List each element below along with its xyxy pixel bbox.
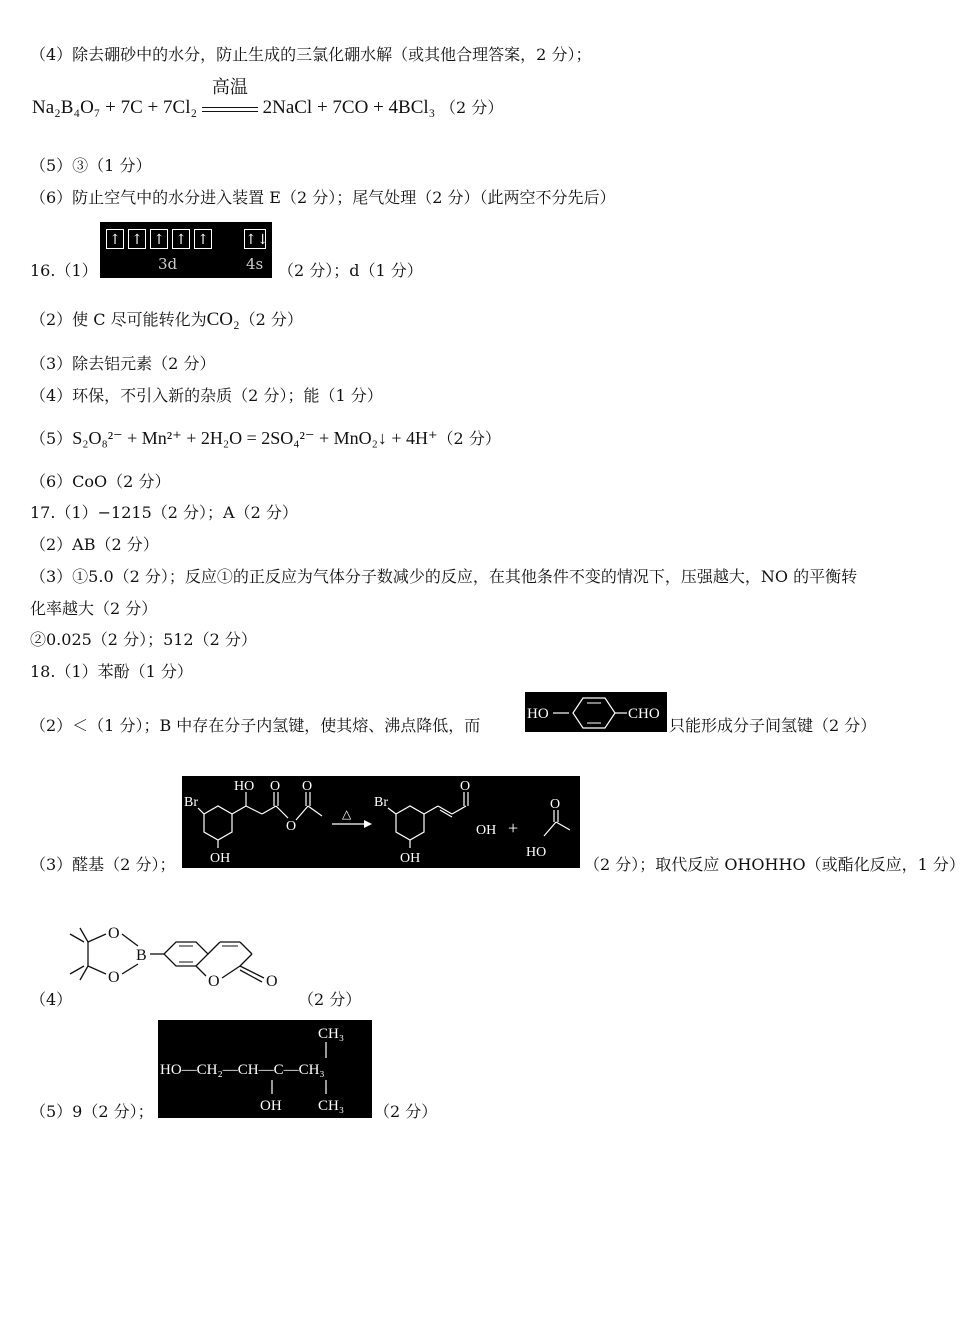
rxn-left-ho: HO <box>234 779 255 794</box>
answer-16-4: （4）环保，不引入新的杂质（2 分）；能（1 分） <box>30 386 383 405</box>
up-arrow-icon: ↑ <box>172 229 190 249</box>
cou-o1: O <box>208 973 220 990</box>
svg-text:CHO: CHO <box>628 706 660 722</box>
answer-16-5 <box>30 428 501 449</box>
answer-15-6: （6）防止空气中的水分进入装置 E（2 分）；尾气处理（2 分）（此两空不分先后） <box>30 188 616 207</box>
answer-18-2-tail: 只能形成分子间氢键（2 分） <box>669 716 877 735</box>
rxn-left-oh: OH <box>210 851 231 866</box>
alc-ch3-top: CH₃ <box>318 1026 345 1042</box>
up-arrow-icon: ↑ <box>194 229 212 249</box>
equation-left: Na₂B₄O₇ + 7C + 7Cl₂ <box>32 97 198 118</box>
condition-label: 高温 <box>211 77 248 98</box>
answer-18-2-text: （2）＜（1 分）；B 中存在分子内氢键，使其熔、沸点降低，而 <box>30 716 481 735</box>
answer-17-2: （2）AB（2 分） <box>30 535 159 554</box>
pin-b: B <box>136 947 147 964</box>
pin-o1: O <box>108 925 120 942</box>
alcohol-structure <box>158 1020 372 1118</box>
pin-o2: O <box>108 969 120 986</box>
answer-16-5-score: （2 分） <box>437 429 501 448</box>
orbital-3d-label: 3d <box>158 255 178 273</box>
rxn-left-o1: O <box>270 779 281 794</box>
rxn-acid-ho: HO <box>526 845 547 860</box>
equation-condition <box>202 77 258 112</box>
equation-persulfate: S₂O₈²⁻ + Mn²⁺ + 2H₂O = 2SO₄²⁻ + MnO₂↓ + 4H⁺ <box>72 428 438 448</box>
co2-formula: CO₂ <box>206 309 240 330</box>
reaction-scheme <box>182 776 580 868</box>
answer-15-5: （5）③（1 分） <box>30 156 152 175</box>
answer-18-5-score: （2 分） <box>374 1102 438 1121</box>
rxn-left-o2: O <box>286 819 297 834</box>
orbital-4s-box <box>244 229 270 249</box>
answer-16-1-prefix: 16.（1） <box>30 261 98 280</box>
svg-text:HO: HO <box>527 706 549 722</box>
rxn-right-oh2: OH <box>400 851 421 866</box>
pinacol-boronate-coumarin-structure <box>66 920 300 1002</box>
answer-18-5-label: （5）9（2 分）； <box>30 1102 154 1121</box>
reaction-svg <box>182 776 580 868</box>
orbital-diagram <box>100 222 272 278</box>
up-down-arrow-icon: ↑↓ <box>244 229 266 249</box>
rxn-right-oh1: OH <box>476 823 497 838</box>
hydroxybenzaldehyde-structure <box>525 692 667 732</box>
answer-17-1: 17.（1）−1215（2 分）；A（2 分） <box>30 503 298 522</box>
up-arrow-icon: ↑ <box>128 229 146 249</box>
alc-ch3-bot: CH₃ <box>318 1098 345 1114</box>
orbital-4s-label: 4s <box>246 255 264 273</box>
rxn-plus: + <box>508 818 519 838</box>
answer-18-3-label: （3）醛基（2 分）； <box>30 855 176 874</box>
answer-18-4-score: （2 分） <box>298 990 362 1009</box>
answer-18-4-label: （4） <box>30 990 73 1009</box>
rxn-acid-o: O <box>550 797 561 812</box>
rxn-left-br: Br <box>184 795 198 810</box>
alc-main-chain: HO—CH₂—CH—C—CH₃ <box>160 1062 325 1078</box>
answer-16-2-score: （2 分） <box>239 310 303 329</box>
answer-16-2 <box>30 310 303 330</box>
answer-15-4-text: （4）除去硼砂中的水分，防止生成的三氯化硼水解（或其他合理答案，2 分）； <box>30 45 592 64</box>
rxn-left-o3: O <box>302 779 313 794</box>
orbital-3d-boxes <box>106 229 216 249</box>
answer-16-3: （3）除去铝元素（2 分） <box>30 354 216 373</box>
answer-16-1-suffix: （2 分）；d（1 分） <box>278 261 423 280</box>
alcohol-svg <box>158 1020 372 1118</box>
rxn-right-o: O <box>460 779 471 794</box>
equation-borax <box>32 77 504 118</box>
answer-16-5-label: （5） <box>30 429 73 448</box>
cou-o2: O <box>266 973 278 990</box>
answer-17-3: （3）①5.0（2 分）；反应①的正反应为气体分子数减少的反应，在其他条件不变的情况下，压强越大，NO 的平衡转化率越大（2 分） <box>30 567 858 618</box>
hydroxybenzaldehyde-svg <box>525 692 667 732</box>
rxn-arrow-label: △ <box>342 807 352 821</box>
rxn-right-br: Br <box>374 795 388 810</box>
answer-18-3-tail: （2 分）；取代反应 OHOHHO（或酯化反应，1 分） <box>584 855 965 874</box>
answer-17-3b: ②0.025（2 分）；512（2 分） <box>30 630 257 649</box>
answer-16-2-text: （2）使 C 尽可能转化为 <box>30 310 207 329</box>
answer-16-6: （6）CoO（2 分） <box>30 472 171 491</box>
alc-oh: OH <box>260 1098 282 1114</box>
up-arrow-icon: ↑ <box>150 229 168 249</box>
equation-score: （2 分） <box>440 98 504 117</box>
equation-right: 2NaCl + 7CO + 4BCl₃ <box>262 97 436 118</box>
answer-18-1: 18.（1）苯酚（1 分） <box>30 662 193 681</box>
up-arrow-icon: ↑ <box>106 229 124 249</box>
